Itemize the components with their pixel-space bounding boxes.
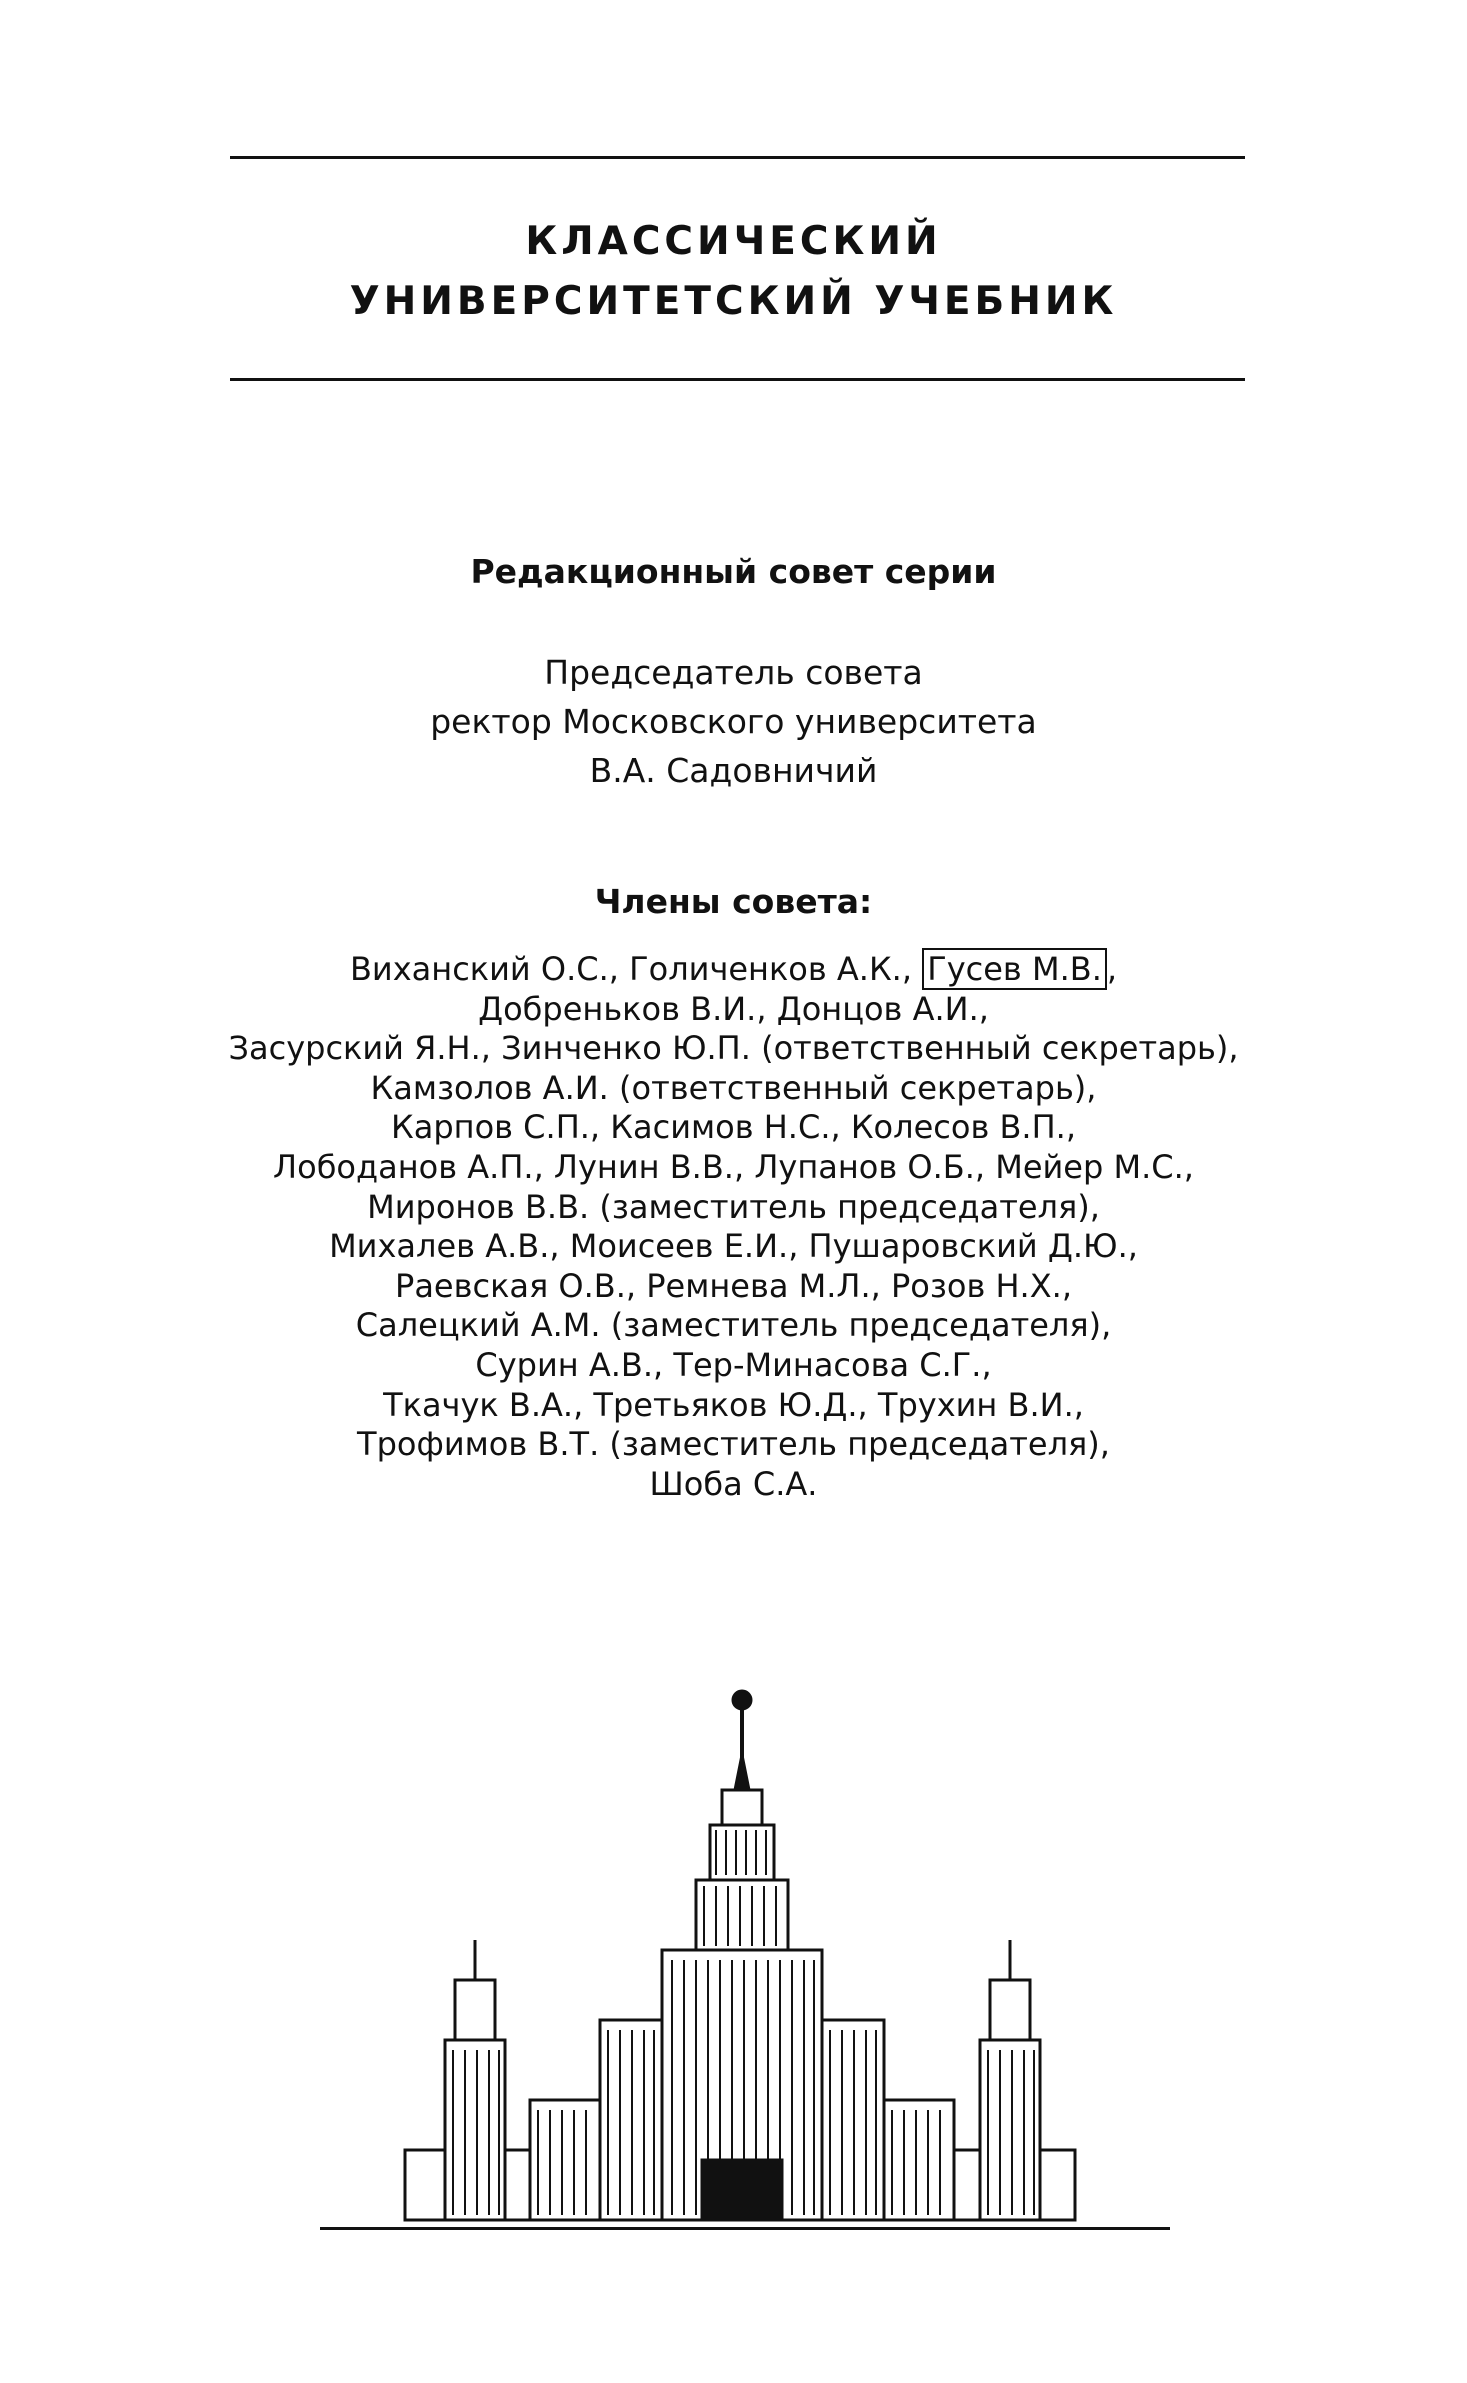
members-line: Сурин А.В., Тер-Минасова С.Г., <box>475 1345 992 1384</box>
members-line <box>0 950 1467 990</box>
members-line: Миронов В.В. (заместитель председателя), <box>367 1187 1100 1226</box>
members-line: Засурский Я.Н., Зинченко Ю.П. (ответственный секретарь), <box>228 1029 1239 1068</box>
members-list <box>0 950 1467 1504</box>
members-line-text: Виханский О.С., Голиченков А.К., <box>349 950 923 988</box>
members-line: Лободанов А.П., Лунин В.В., Лупанов О.Б., Мейер М.С., <box>273 1147 1194 1186</box>
chair-name: В.А. Садовничий <box>589 751 878 790</box>
chair-block <box>0 648 1467 795</box>
university-building-illustration <box>400 1680 1080 2230</box>
chair-position: ректор Московского университета <box>430 702 1037 741</box>
members-line: Михалев А.В., Моисеев Е.И., Пушаровский Д.Ю., <box>329 1227 1138 1266</box>
members-line-punct: , <box>1106 950 1118 988</box>
council-heading: Редакционный совет серии <box>470 552 997 591</box>
top-rule <box>230 156 1245 159</box>
series-title <box>0 212 1467 332</box>
bottom-rule <box>320 2227 1170 2230</box>
members-line: Салецкий А.М. (заместитель председателя), <box>355 1306 1112 1345</box>
members-heading: Члены совета: <box>594 882 873 921</box>
members-line: Раевская О.В., Ремнева М.Л., Розов Н.Х., <box>395 1266 1072 1305</box>
members-line: Ткачук В.А., Третьяков Ю.Д., Трухин В.И., <box>383 1385 1084 1424</box>
members-line: Камзолов А.И. (ответственный секретарь), <box>370 1068 1097 1107</box>
series-title-line-1: КЛАССИЧЕСКИЙ <box>525 219 942 264</box>
series-title-line-2: УНИВЕРСИТЕТСКИЙ УЧЕБНИК <box>349 279 1118 324</box>
chair-role: Председатель совета <box>544 653 923 692</box>
members-line: Шоба С.А. <box>649 1464 818 1503</box>
members-line: Трофимов В.Т. (заместитель председателя), <box>357 1425 1110 1464</box>
title-bottom-rule <box>230 378 1245 381</box>
members-line: Карпов С.П., Касимов Н.С., Колесов В.П., <box>391 1108 1076 1147</box>
members-line: Добреньков В.И., Донцов А.И., <box>478 989 989 1028</box>
boxed-member-name: Гусев М.В. <box>922 948 1107 990</box>
